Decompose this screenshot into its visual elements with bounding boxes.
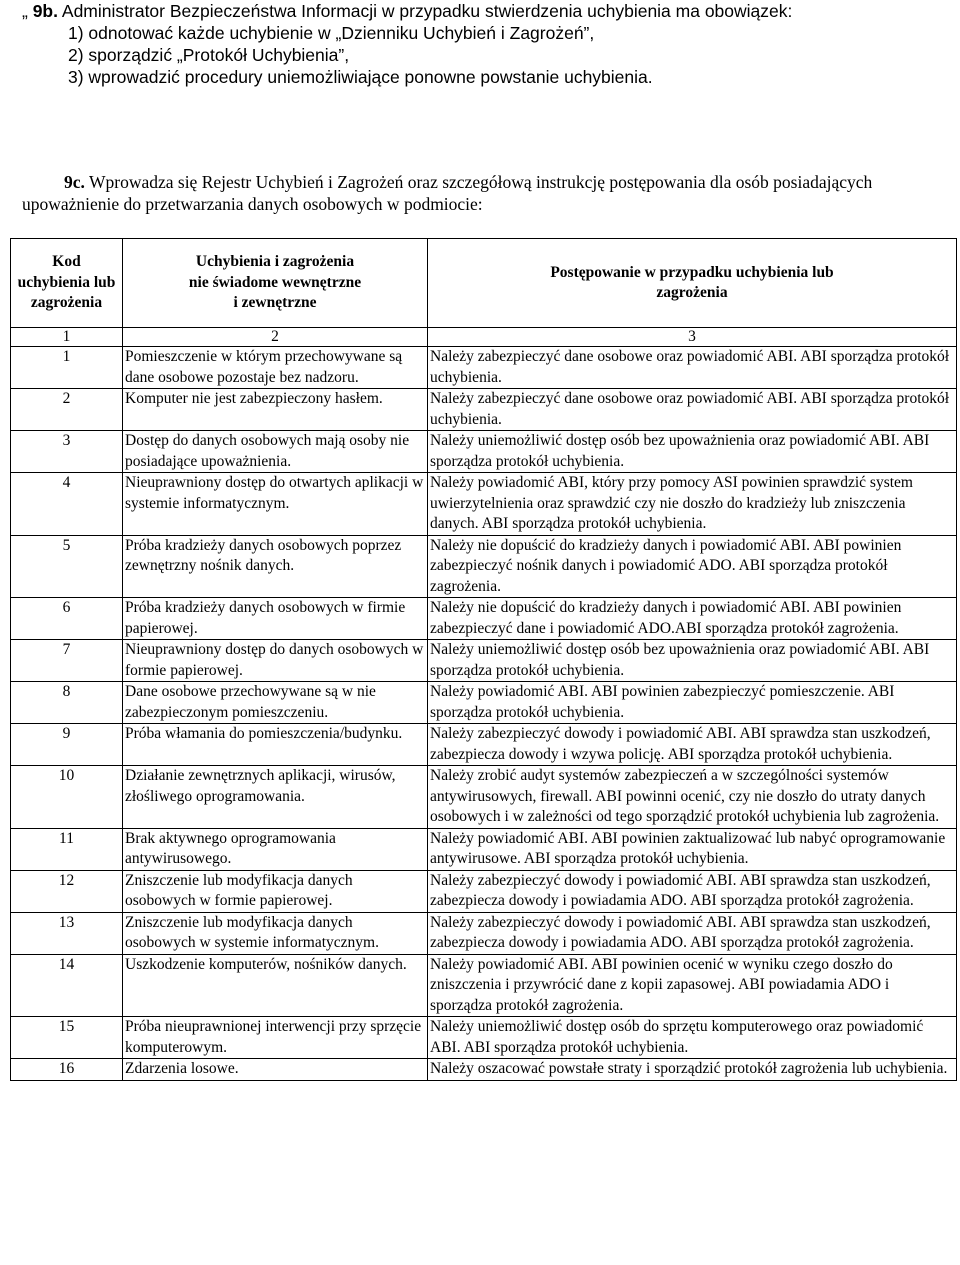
- column-number-2: 2: [123, 328, 428, 347]
- cell-kod: 1: [11, 347, 123, 389]
- cell-opis: Próba włamania do pomieszczenia/budynku.: [123, 724, 428, 766]
- cell-postepowanie: Należy zabezpieczyć dowody i powiadomić ABI. ABI sprawdza stan uszkodzeń, zabezpiecza dowody i powiadamia ADO. ABI sporządza protokół zagrożenia.: [428, 912, 957, 954]
- cell-postepowanie: Należy zabezpieczyć dane osobowe oraz powiadomić ABI. ABI sporządza protokół uchybienia.: [428, 389, 957, 431]
- cell-opis: Brak aktywnego oprogramowania antywirusowego.: [123, 828, 428, 870]
- cell-postepowanie: Należy powiadomić ABI. ABI powinien ocenić w wyniku czego doszło do zniszczenia i przywrócić dane z kopii zapasowej. ABI powiadamia ADO i sporządza protokół zagrożenia.: [428, 954, 957, 1017]
- cell-opis: Nieuprawniony dostęp do danych osobowych w formie papierowej.: [123, 640, 428, 682]
- table-row: [11, 682, 957, 724]
- section-9c-label: 9c.: [64, 172, 85, 192]
- cell-opis: Próba kradzieży danych osobowych w firmie papierowej.: [123, 598, 428, 640]
- header-postepowanie: Postępowanie w przypadku uchybienia lub zagrożenia: [428, 239, 957, 328]
- cell-postepowanie: Należy powiadomić ABI. ABI powinien zaktualizować lub nabyć oprogramowanie antywirusowe. ABI sporządza protokół uchybienia.: [428, 828, 957, 870]
- section-9c-text: Wprowadza się Rejestr Uchybień i Zagrożeń oraz szczegółową instrukcję postępowania dla osób posiadających upoważnienie do przetwarzania danych osobowych w podmiocie:: [22, 172, 873, 214]
- column-number-1: 1: [11, 328, 123, 347]
- cell-kod: 8: [11, 682, 123, 724]
- cell-postepowanie: Należy powiadomić ABI, który przy pomocy ASI powinien sprawdzić system uwierzytelnienia oraz sprawdzić czy nie doszło do kradzieży lub zniszczenia danych. ABI sporządza protokół uchybienia.: [428, 473, 957, 536]
- column-number-3: 3: [428, 328, 957, 347]
- cell-postepowanie: Należy nie dopuścić do kradzieży danych i powiadomić ABI. ABI powinien zabezpieczyć nośnik danych i powiadomić ADO. ABI sporządza protokół zagrożenia.: [428, 535, 957, 598]
- cell-opis: Próba kradzieży danych osobowych poprzez zewnętrzny nośnik danych.: [123, 535, 428, 598]
- cell-kod: 7: [11, 640, 123, 682]
- table-row: [11, 535, 957, 598]
- cell-postepowanie: Należy zrobić audyt systemów zabezpieczeń a w szczególności systemów antywirusowych, firewall. ABI powinni ocenić, czy nie doszło do utraty danych osobowych i w zależności od tego sporządzić protokół uchybienia lub zagrożenia.: [428, 766, 957, 829]
- cell-postepowanie: Należy uniemożliwić dostęp osób bez upoważnienia oraz powiadomić ABI. ABI sporządza protokół uchybienia.: [428, 431, 957, 473]
- cell-kod: 15: [11, 1017, 123, 1059]
- section-9b-list: [22, 22, 952, 88]
- cell-opis: Uszkodzenie komputerów, nośników danych.: [123, 954, 428, 1017]
- table-row: [11, 766, 957, 829]
- section-9b-item-3: 3) wprowadzić procedury uniemożliwiające ponowne powstanie uchybienia.: [68, 67, 653, 87]
- table-row: [11, 598, 957, 640]
- cell-postepowanie: Należy uniemożliwić dostęp osób bez upoważnienia oraz powiadomić ABI. ABI sporządza protokół uchybienia.: [428, 640, 957, 682]
- section-9b-label: 9b.: [32, 1, 58, 21]
- table-row: [11, 640, 957, 682]
- cell-kod: 12: [11, 870, 123, 912]
- cell-kod: 11: [11, 828, 123, 870]
- cell-postepowanie: Należy oszacować powstałe straty i sporządzić protokół zagrożenia lub uchybienia.: [428, 1059, 957, 1081]
- register-table: [10, 238, 957, 1081]
- cell-postepowanie: Należy powiadomić ABI. ABI powinien zabezpieczyć pomieszczenie. ABI sporządza protokół uchybienia.: [428, 682, 957, 724]
- table-row: [11, 347, 957, 389]
- cell-opis: Zniszczenie lub modyfikacja danych osobowych w formie papierowej.: [123, 870, 428, 912]
- table-column-numbers: [11, 328, 957, 347]
- header-kod: Kod uchybienia lub zagrożenia: [11, 239, 123, 328]
- cell-opis: Zniszczenie lub modyfikacja danych osobowych w systemie informatycznym.: [123, 912, 428, 954]
- cell-opis: Działanie zewnętrznych aplikacji, wirusów, złośliwego oprogramowania.: [123, 766, 428, 829]
- cell-opis: Komputer nie jest zabezpieczony hasłem.: [123, 389, 428, 431]
- cell-postepowanie: Należy uniemożliwić dostęp osób do sprzętu komputerowego oraz powiadomić ABI. ABI sporządza protokół uchybienia.: [428, 1017, 957, 1059]
- cell-kod: 10: [11, 766, 123, 829]
- section-9c-paragraph: [22, 171, 944, 215]
- cell-kod: 4: [11, 473, 123, 536]
- table-row: [11, 954, 957, 1017]
- cell-kod: 9: [11, 724, 123, 766]
- table-row: [11, 828, 957, 870]
- cell-opis: Nieuprawniony dostęp do otwartych aplikacji w systemie informatycznym.: [123, 473, 428, 536]
- cell-opis: Dostęp do danych osobowych mają osoby nie posiadające upoważnienia.: [123, 431, 428, 473]
- section-9c: [22, 171, 944, 215]
- section-9b-item-2: 2) sporządzić „Protokół Uchybienia”,: [68, 45, 350, 65]
- cell-postepowanie: Należy zabezpieczyć dowody i powiadomić ABI. ABI sprawdza stan uszkodzeń, zabezpiecza dowody i wzywa policję. ABI sporządza protokół uchybienia.: [428, 724, 957, 766]
- cell-kod: 3: [11, 431, 123, 473]
- table-row: [11, 431, 957, 473]
- cell-kod: 16: [11, 1059, 123, 1081]
- cell-opis: Próba nieuprawnionej interwencji przy sprzęcie komputerowym.: [123, 1017, 428, 1059]
- cell-kod: 5: [11, 535, 123, 598]
- section-9b-item-1: 1) odnotować każde uchybienie w „Dzienniku Uchybień i Zagrożeń”,: [68, 23, 595, 43]
- table-row: [11, 870, 957, 912]
- cell-postepowanie: Należy zabezpieczyć dane osobowe oraz powiadomić ABI. ABI sporządza protokół uchybienia.: [428, 347, 957, 389]
- cell-kod: 13: [11, 912, 123, 954]
- table-row: [11, 1017, 957, 1059]
- section-9b-intro: „ 9b. Administrator Bezpieczeństwa Informacji w przypadku stwierdzenia uchybienia ma obowiązek:: [22, 1, 793, 21]
- cell-opis: Pomieszczenie w którym przechowywane są dane osobowe pozostaje bez nadzoru.: [123, 347, 428, 389]
- cell-postepowanie: Należy zabezpieczyć dowody i powiadomić ABI. ABI sprawdza stan uszkodzeń, zabezpiecza dowody i powiadamia ADO. ABI sporządza protokół zagrożenia.: [428, 870, 957, 912]
- cell-postepowanie: Należy nie dopuścić do kradzieży danych i powiadomić ABI. ABI powinien zabezpieczyć dane i powiadomić ADO.ABI sporządza protokół zagrożenia.: [428, 598, 957, 640]
- cell-kod: 6: [11, 598, 123, 640]
- table-row: [11, 1059, 957, 1081]
- table-row: [11, 389, 957, 431]
- section-9b-text: Administrator Bezpieczeństwa Informacji w przypadku stwierdzenia uchybienia ma obowiązek:: [61, 1, 793, 21]
- header-uchybienia: Uchybienia i zagrożenia nie świadome wewnętrzne i zewnętrzne: [123, 239, 428, 328]
- table-row: [11, 724, 957, 766]
- section-9b: [22, 0, 952, 88]
- cell-kod: 2: [11, 389, 123, 431]
- table-header-row: [11, 239, 957, 328]
- cell-opis: Dane osobowe przechowywane są w nie zabezpieczonym pomieszczeniu.: [123, 682, 428, 724]
- cell-kod: 14: [11, 954, 123, 1017]
- cell-opis: Zdarzenia losowe.: [123, 1059, 428, 1081]
- table-row: [11, 912, 957, 954]
- table-row: [11, 473, 957, 536]
